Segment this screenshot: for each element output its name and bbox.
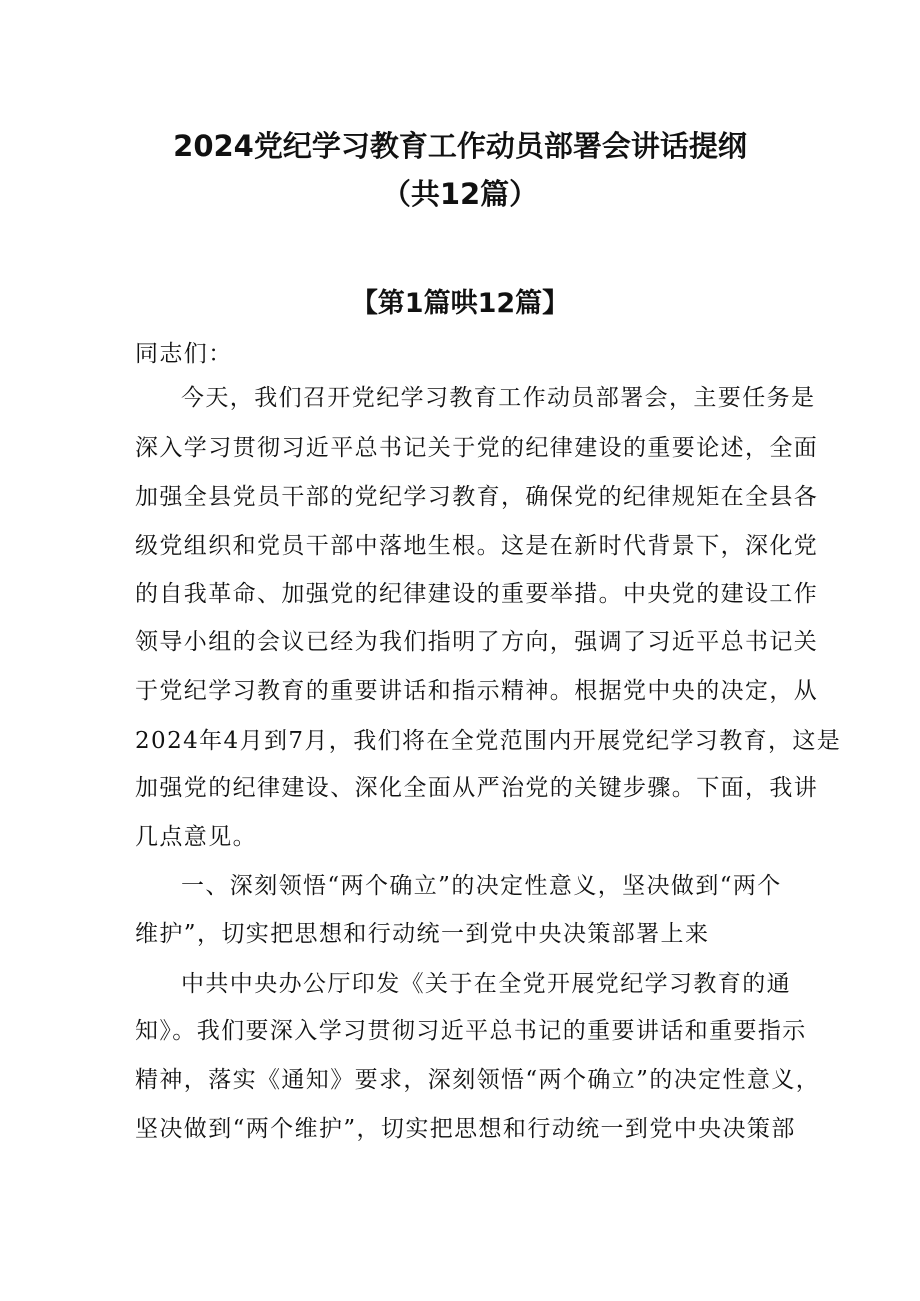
paragraph-line: 深入学习贯彻习近平总书记关于党的纪律建设的重要论述，全面 [135,435,819,461]
paragraph-line: 精神，落实《通知》要求，深刻领悟“两个确立”的决定性意义， [135,1067,821,1093]
document-title: 2024党纪学习教育工作动员部署会讲话提纲 [173,129,747,163]
section-one-heading-line: 一、深刻领悟“两个确立”的决定性意义，坚决做到“两个 [181,873,782,899]
paragraph-line: 于党纪学习教育的重要讲话和指示精神。根据党中央的决定，从 [135,678,819,704]
section-heading: 【第1篇哄12篇】 [350,288,570,319]
paragraph-line: 2024年4月到7月，我们将在全党范围内开展党纪学习教育，这是 [135,728,842,754]
salutation-line: 同志们： [135,341,233,367]
paragraph-line: 几点意见。 [135,824,257,850]
paragraph-line: 今天，我们召开党纪学习教育工作动员部署会，主要任务是 [181,385,816,411]
paragraph-line: 加强全县党员干部的党纪学习教育，确保党的纪律规矩在全县各 [135,484,819,510]
paragraph-line: 级党组织和党员干部中落地生根。这是在新时代背景下，深化党 [135,533,819,559]
section-one-heading-line: 维护”，切实把思想和行动统一到党中央决策部署上来 [135,921,710,947]
paragraph-line: 知》。我们要深入学习贯彻习近平总书记的重要讲话和重要指示 [135,1018,807,1044]
paragraph-line: 中共中央办公厅印发《关于在全党开展党纪学习教育的通 [181,971,791,997]
paragraph-line: 加强党的纪律建设、深化全面从严治党的关键步骤。下面，我讲 [135,775,819,801]
paragraph-line: 的自我革命、加强党的纪律建设的重要举措。中央党的建设工作 [135,581,819,607]
paragraph-line: 坚决做到“两个维护”，切实把思想和行动统一到党中央决策部 [135,1116,796,1142]
document-subtitle: （共12篇） [381,177,539,211]
paragraph-line: 领导小组的会议已经为我们指明了方向，强调了习近平总书记关 [135,629,819,655]
